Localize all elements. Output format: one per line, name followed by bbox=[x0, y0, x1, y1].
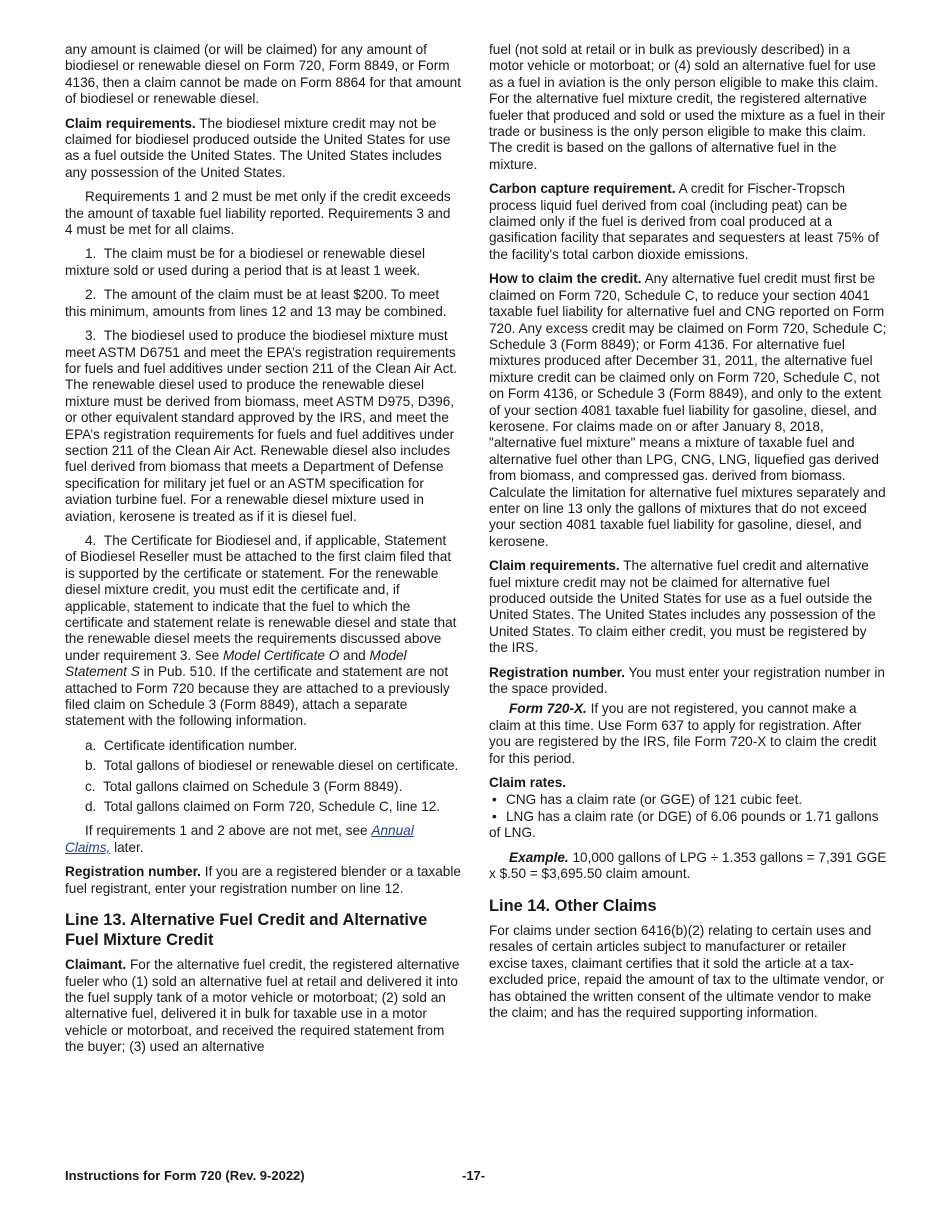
claim-requirements-text: The biodiesel mixture credit may not be claimed for biodiesel produced outside the United States for use as a fuel outside the United States. The United States includes any possession of the United States. bbox=[65, 115, 451, 180]
claim-rate-lng: LNG has a claim rate (or DGE) of 6.06 pounds or 1.71 gallons of LNG. bbox=[489, 808, 879, 841]
carbon-capture-heading: Carbon capture requirement. bbox=[489, 181, 676, 197]
carbon-capture-text: A credit for Fischer-Tropsch process liquid fuel derived from coal (including peat) can be claimed only if the fuel is derived from coal produced at a gasification facility that separates and sequesters at least 75% of the facility's total carbon dioxide emissions. bbox=[489, 181, 879, 262]
requirements-note: Requirements 1 and 2 must be met only if the credit exceeds the amount of taxable fuel liability reported. Requirements 3 and 4 must be met for all claims. bbox=[65, 189, 451, 238]
list-item-a: a. Certificate identification number. bbox=[85, 737, 298, 753]
requirement-4-and: and bbox=[339, 647, 370, 663]
intro-paragraph: any amount is claimed (or will be claimed) for any amount of biodiesel or renewable diesel on Form 720, Form 8849, or Form 4136, then a claim cannot be made on Form 8864 for that amount of biodiesel or renewable diesel. bbox=[65, 42, 461, 107]
line-13-heading: Line 13. Alternative Fuel Credit and Alternative Fuel Mixture Credit bbox=[65, 911, 428, 949]
claim-rates-list bbox=[489, 792, 887, 841]
example-text: 10,000 gallons of LPG ÷ 1.353 gallons = 7,391 GGE x $.50 = $3,695.50 claim amount. bbox=[489, 849, 887, 882]
model-statement-ref: Model Statement S bbox=[65, 647, 407, 680]
list-item bbox=[489, 809, 887, 842]
claim-requirements-heading: Claim requirements. bbox=[65, 115, 196, 131]
claimant-text: For the alternative fuel credit, the registered alternative fueler who (1) sold an alternative fuel at retail and delivered it into the fuel supply tank of a motor vehicle or motorboat; (2) sold an alternative fuel, delivered it in bulk for taxable use in a motor vehicle or motorboat, and received the required statement from the buyer; (3) used an alternative bbox=[65, 957, 460, 1055]
line-14-paragraph: For claims under section 6416(b)(2) relating to certain uses and resales of certain articles subject to manufacturer or retailer excise taxes, claimant certifies that it sold the article at a tax-excluded price, repaid the amount of tax to the ultimate vendor, or has obtained the written consent of the ultimate vendor to make the claim; and has the required supporting information. bbox=[489, 923, 885, 1021]
list-item-d: d. Total gallons claimed on Form 720, Schedule C, line 12. bbox=[85, 799, 441, 815]
model-certificate-ref: Model Certificate O bbox=[222, 647, 340, 663]
claim-requirements-heading-2: Claim requirements. bbox=[489, 558, 620, 574]
registration-number-heading: Registration number. bbox=[65, 864, 201, 880]
annual-claims-post: later. bbox=[110, 839, 144, 855]
list-item bbox=[489, 792, 887, 808]
example-paragraph bbox=[489, 850, 887, 883]
how-to-claim-heading: How to claim the credit. bbox=[489, 271, 642, 287]
claimant-paragraph bbox=[65, 957, 461, 1055]
annual-claims-link[interactable]: Annual Claims, bbox=[65, 823, 414, 855]
right-column bbox=[489, 42, 887, 1029]
claim-requirements-paragraph bbox=[65, 116, 461, 182]
requirement-1: 1. The claim must be for a biodiesel or renewable diesel mixture sold or used during a period that is at least 1 week. bbox=[65, 246, 426, 278]
requirement-4 bbox=[65, 533, 461, 730]
registration-number-text-2: You must enter your registration number in the space provided. bbox=[489, 664, 885, 697]
form-720x-text: If you are not registered, you cannot make a claim at this time. Use Form 637 to apply for registration. After you are registered by the IRS, file Form 720-X to claim the credit for this period. bbox=[489, 701, 877, 766]
form-720x-paragraph bbox=[489, 701, 887, 767]
claim-rates-heading: Claim rates. bbox=[489, 775, 567, 791]
registration-number-paragraph bbox=[65, 864, 461, 897]
registration-number-paragraph-2 bbox=[489, 665, 887, 698]
footer-title: Instructions for Form 720 (Rev. 9-2022) bbox=[65, 1168, 305, 1183]
claim-requirements-paragraph-2 bbox=[489, 558, 887, 656]
requirement-4-text-b: in Pub. 510. If the certificate and statement are not attached to Form 720 because they are attached to a previously filed claim on Schedule 3 (Form 8849), attach a separate statement with the following information. bbox=[65, 664, 450, 729]
bullet-icon: • bbox=[492, 792, 497, 808]
example-heading: Example. bbox=[509, 849, 569, 865]
how-to-claim-paragraph bbox=[489, 271, 887, 550]
bullet-icon: • bbox=[492, 808, 497, 824]
registration-number-heading-2: Registration number. bbox=[489, 664, 625, 680]
claim-requirements-text-2: The alternative fuel credit and alternative fuel mixture credit may not be claimed for alternative fuel produced outside the United States for use as a fuel outside the United States. The United States includes any possession of the United States. To claim either credit, you must be registered by the IRS. bbox=[489, 558, 876, 656]
requirement-2: 2. The amount of the claim must be at least $200. To meet this minimum, amounts from lines 12 and 13 may be combined. bbox=[65, 287, 447, 319]
annual-claims-paragraph bbox=[65, 823, 461, 856]
left-column bbox=[65, 42, 461, 1064]
requirement-4-text-a: 4. The Certificate for Biodiesel and, if applicable, Statement of Biodiesel Reseller must be attached to the first claim filed that is supported by the certificate or statement. For the renewable diesel mixture credit, you must edit the certificate and, if applicable, statement to indicate that the fuel to which the certificate and statement relate is renewable diesel and state that the renewable diesel meets the requirements discussed above under requirement 3. See bbox=[65, 532, 457, 663]
page-number: -17- bbox=[462, 1168, 486, 1183]
carbon-capture-paragraph bbox=[489, 181, 887, 263]
line-14-heading: Line 14. Other Claims bbox=[489, 896, 657, 915]
form-720x-heading: Form 720-X. bbox=[509, 701, 587, 717]
claimant-heading: Claimant. bbox=[65, 957, 127, 973]
requirement-3: 3. The biodiesel used to produce the biodiesel mixture must meet ASTM D6751 and meet the EPA’s registration requirements for fuels and fuel additives under section 211 of the Clean Air Act. The renewable diesel used to produce the renewable diesel mixture must be derived from biomass, meet ASTM D975, D396, or other equivalent standard approved by the IRS, and meet the EPA’s registration requirements for fuels and fuel additives under section 211 of the Clean Air Act. Renewable diesel also includes fuel derived from biomass that meets a Department of Defense specification for military jet fuel or an ASTM specification for aviation turbine fuel. For a renewable diesel mixture used in aviation, kerosene is treated as if it is diesel fuel. bbox=[65, 328, 457, 524]
claim-rate-cng: CNG has a claim rate (or GGE) of 121 cubic feet. bbox=[506, 792, 803, 808]
how-to-claim-text: Any alternative fuel credit must first be claimed on Form 720, Schedule C, to reduce your section 4041 taxable fuel liability for alternative fuel and CNG reported on Form 720. Any excess credit may be claimed on Form 720, Schedule C; Schedule 3 (Form 8849); or Form 4136. For alternative fuel mixtures produced after December 31, 2011, the alternative fuel mixture credit can be claimed only on Form 720, Schedule C, not on Form 4136, or Schedule 3 (Form 8849), and only to the extent of your section 4081 taxable fuel liability for gasoline, diesel, and kerosene. For claims made on or after January 8, 2018, "alternative fuel mixture" means a mixture of taxable fuel and alternative fuel other than LPG, CNG, LNG, liquefied gas derived from biomass, and compressed gas. derived from biomass. Calculate the limitation for alternative fuel mixtures separately and enter on line 13 only the gallons of mixtures that do not exceed your section 4081 taxable fuel liability for gasoline, diesel, and kerosene. bbox=[489, 271, 887, 549]
registration-number-text: If you are a registered blender or a taxable fuel registrant, enter your registration number on line 12. bbox=[65, 864, 461, 896]
list-item-c: c. Total gallons claimed on Schedule 3 (Form 8849). bbox=[85, 778, 403, 794]
list-item-b: b. Total gallons of biodiesel or renewable diesel on certificate. bbox=[85, 758, 459, 774]
claimant-continued-paragraph: fuel (not sold at retail or in bulk as previously described) in a motor vehicle or motorboat; or (4) sold an alternative fuel for use as a fuel in aviation is the only person eligible to make this claim. For the alternative fuel mixture credit, the registered alternative fueler that produced and sold or used the mixture as a fuel in their trade or business is the only person eligible to make this claim. The credit is based on the gallons of alternative fuel in the mixture. bbox=[489, 42, 885, 172]
annual-claims-pre: If requirements 1 and 2 above are not met, see bbox=[85, 823, 372, 839]
